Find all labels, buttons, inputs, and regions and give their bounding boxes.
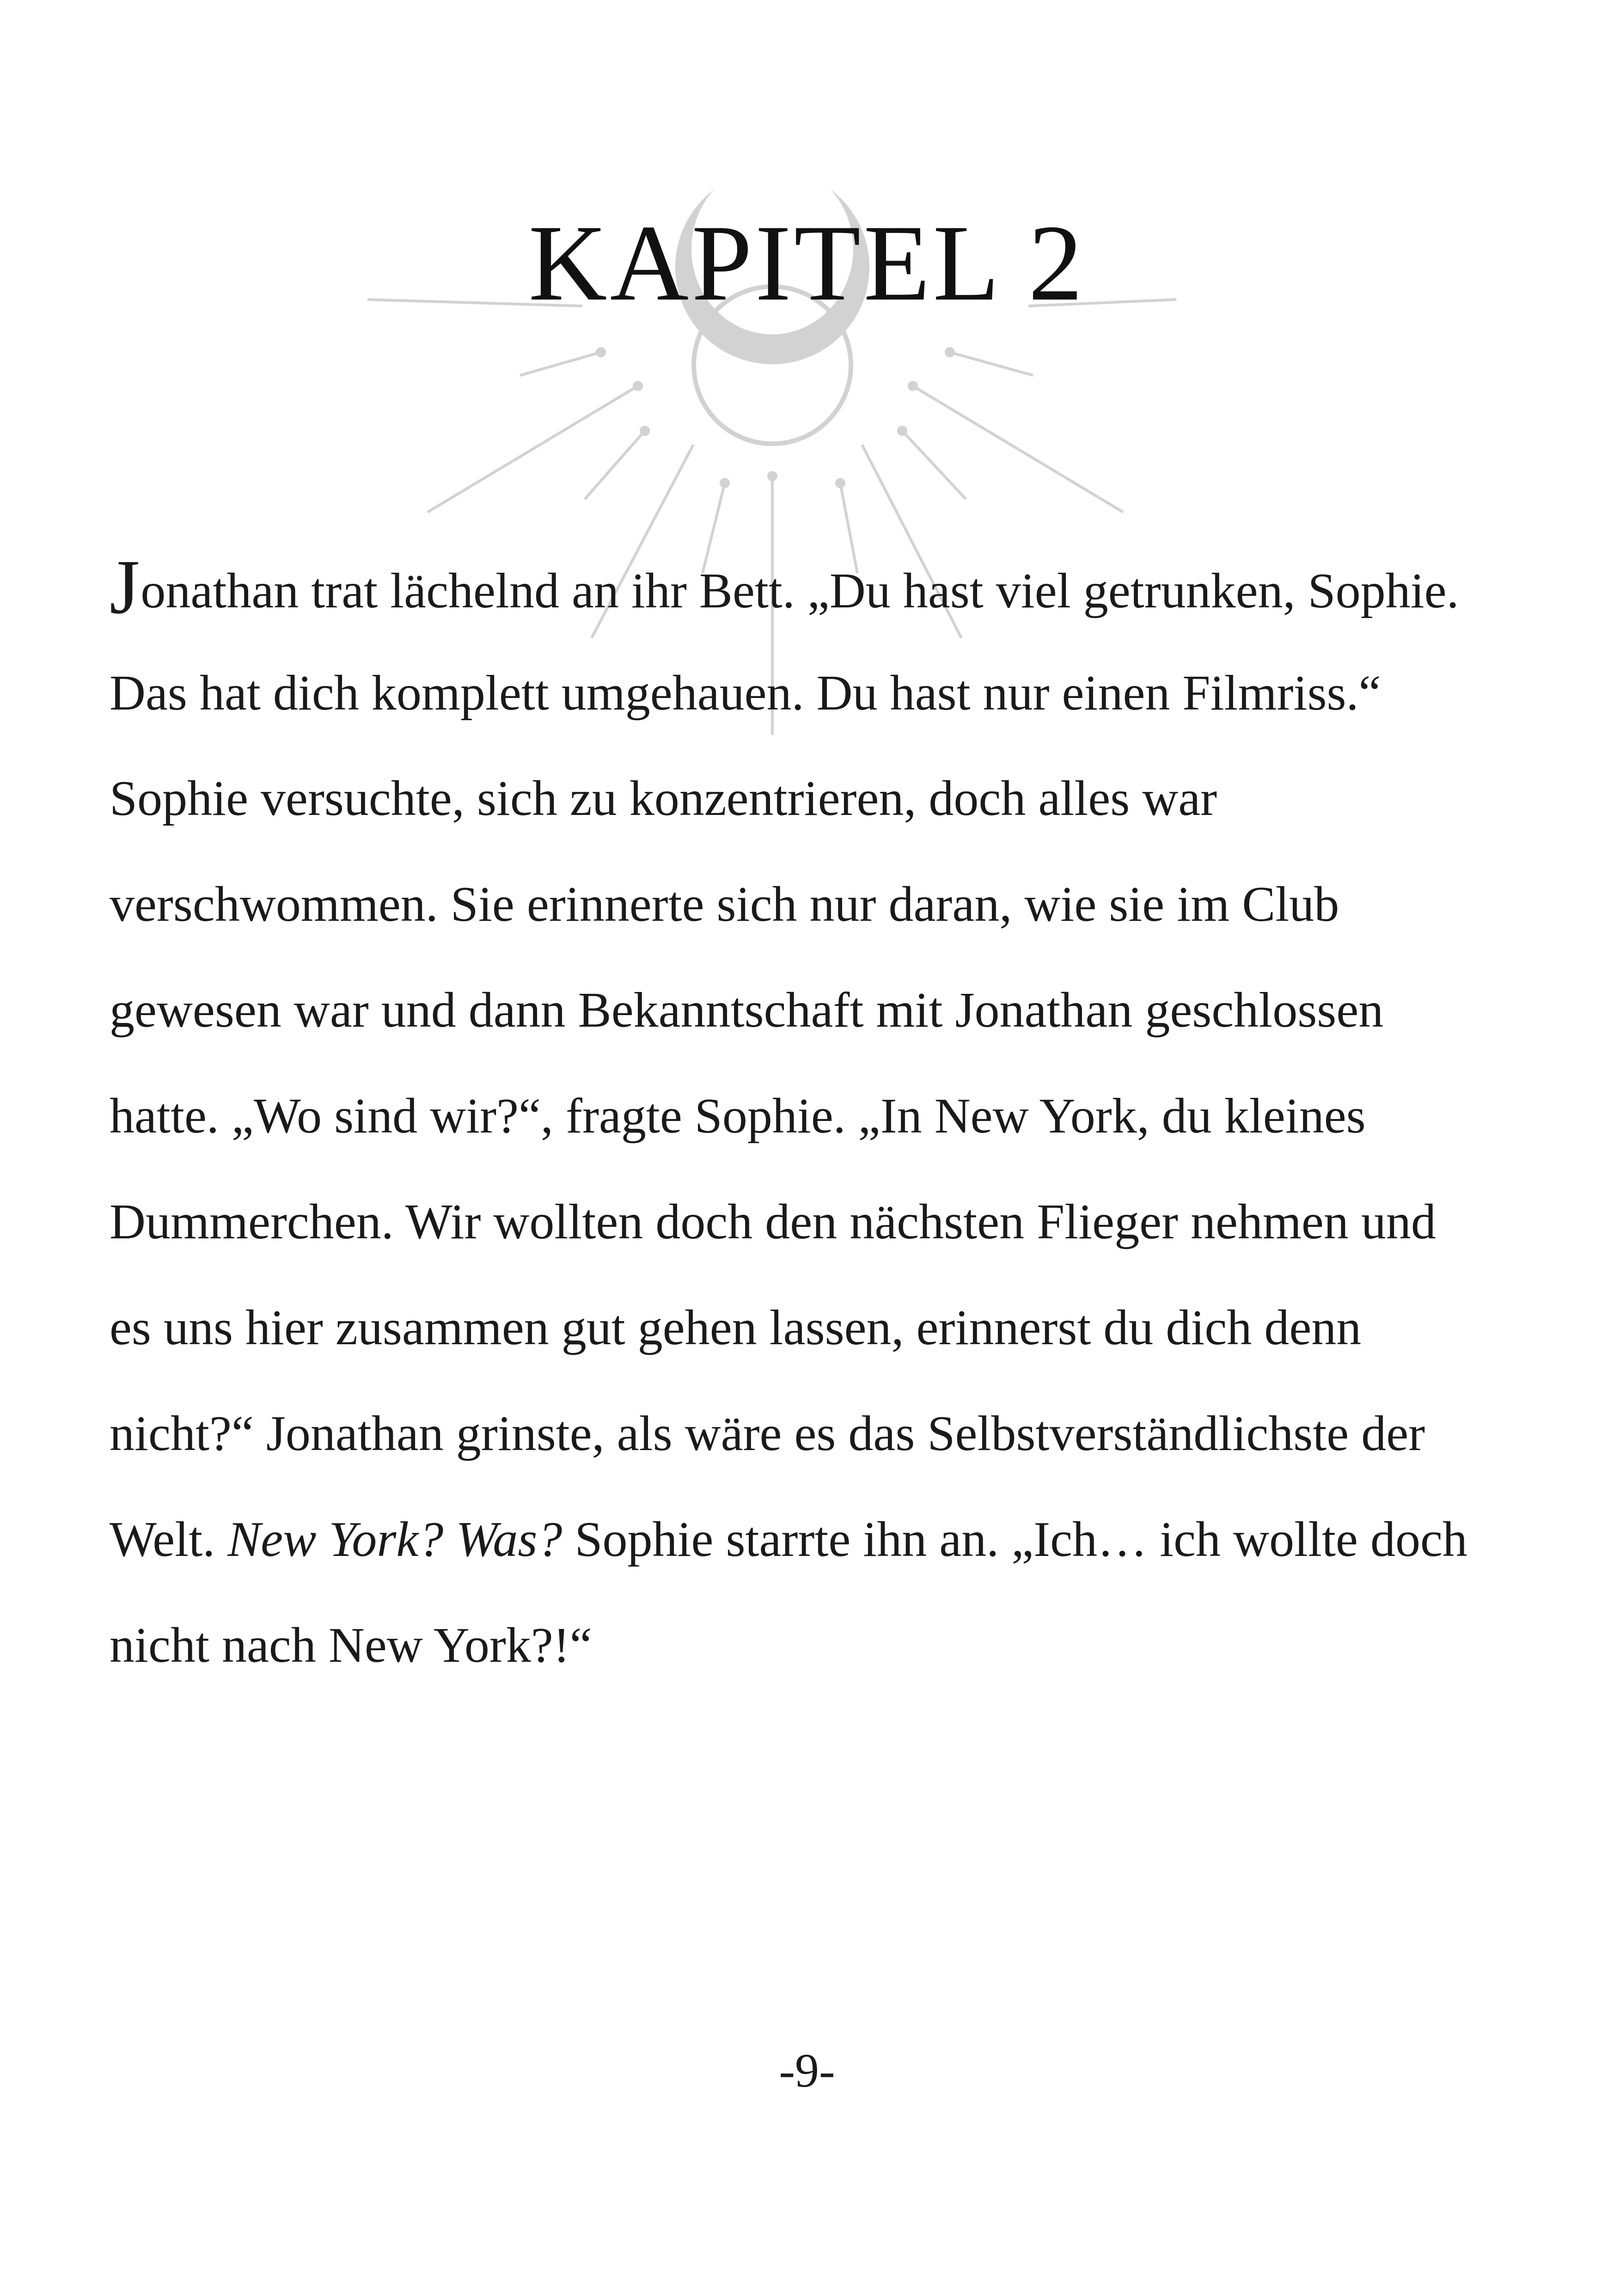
text-line: nicht?“ Jonathan grinste, als wäre es das Selbstverständlichste der — [110, 1406, 1425, 1461]
text-line: Das hat dich komplett umgehauen. Du hast nur einen Filmriss.“ — [110, 666, 1381, 721]
text-line: Sophie versuchte, sich zu konzentrieren, doch alles war — [110, 771, 1217, 826]
page-number: -9- — [779, 2044, 835, 2097]
drop-cap: J — [110, 544, 140, 630]
text-line: gewesen war und dann Bekanntschaft mit Jonathan geschlossen — [110, 983, 1384, 1038]
text-line: verschwommen. Sie erinnerte sich nur daran, wie sie im Club — [110, 877, 1339, 932]
text-line: Dummerchen. Wir wollten doch den nächsten Flieger nehmen und — [110, 1194, 1436, 1249]
chapter-title: KAPITEL 2 — [528, 203, 1086, 324]
text-line: es uns hier zusammen gut gehen lassen, erinnerst du dich denn — [110, 1300, 1362, 1355]
text-line: Welt. New York? Was? Sophie starrte ihn an. „Ich… ich wollte doch — [110, 1512, 1467, 1567]
text-line: Jonathan trat lächelnd an ihr Bett. „Du hast viel getrunken, Sophie. — [110, 544, 1459, 630]
italic-thought: New York? Was? — [227, 1512, 562, 1567]
text-line: hatte. „Wo sind wir?“, fragte Sophie. „In New York, du kleines — [110, 1089, 1366, 1144]
text-line: nicht nach New York?!“ — [110, 1618, 592, 1673]
